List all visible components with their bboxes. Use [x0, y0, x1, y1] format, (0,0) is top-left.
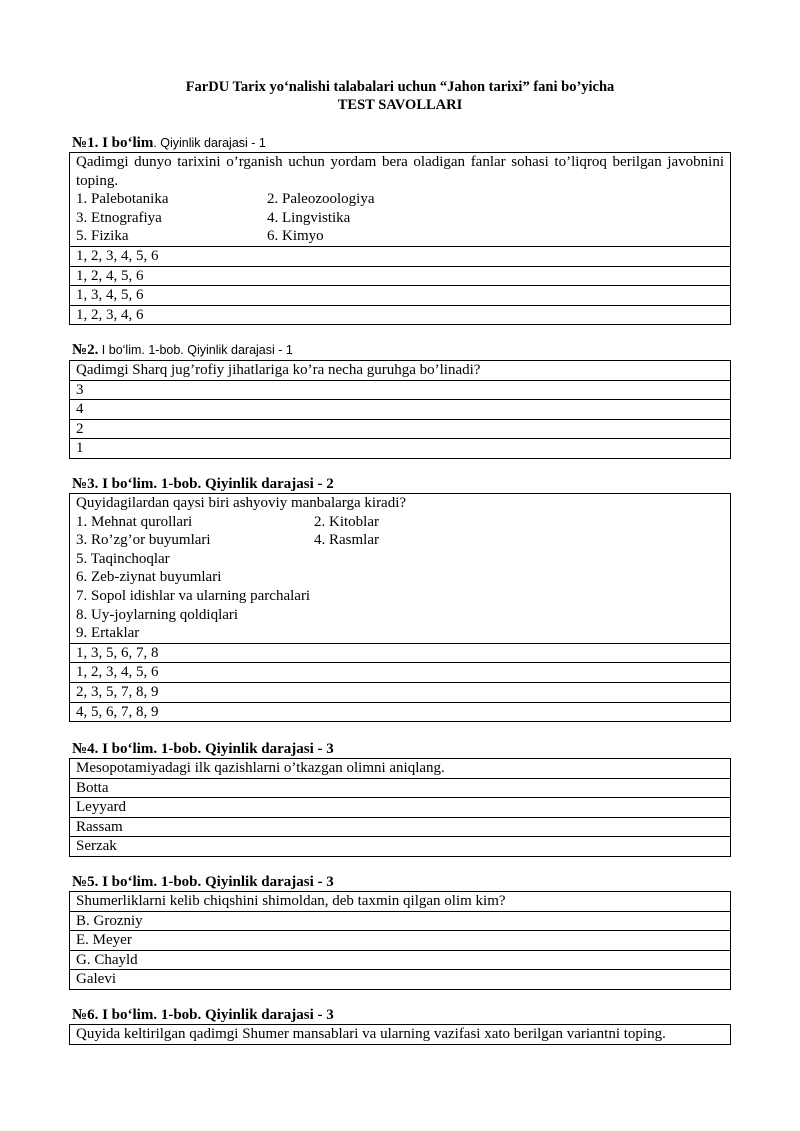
question-4-stem: Mesopotamiyadagi ilk qazishlarni o’tkazgan olimni aniqlang.: [70, 759, 731, 779]
answer-row[interactable]: [70, 682, 731, 702]
question-6-stem: Quyida keltirilgan qadimgi Shumer mansablari va ularning vazifasi xato berilgan variantni toping.: [70, 1025, 731, 1045]
question-4-heading: №4. I bo‘lim. 1-bob. Qiyinlik darajasi - 3: [72, 741, 334, 757]
answer-cell[interactable]: 4: [70, 400, 731, 420]
answer-row[interactable]: [70, 837, 731, 857]
answer-row[interactable]: [70, 380, 731, 400]
question-3-option: 2. Kitoblar: [314, 513, 379, 530]
answer-cell[interactable]: 2, 3, 5, 7, 8, 9: [70, 682, 731, 702]
answer-cell[interactable]: 3: [70, 380, 731, 400]
answer-cell[interactable]: 1, 2, 3, 4, 5, 6: [70, 663, 731, 683]
answer-cell[interactable]: Rassam: [70, 817, 731, 837]
answer-row[interactable]: [70, 778, 731, 798]
answer-row[interactable]: [70, 246, 731, 266]
document-subtitle: TEST SAVOLLARI: [337, 97, 463, 113]
answer-cell[interactable]: E. Meyer: [70, 931, 731, 951]
question-1-option: 2. Paleozoologiya: [267, 191, 375, 208]
question-1-stem-row: [70, 153, 731, 247]
question-5-heading: №5. I bo‘lim. 1-bob. Qiyinlik darajasi - 3: [72, 874, 334, 890]
question-6-heading: №6. I bo‘lim. 1-bob. Qiyinlik darajasi - 3: [72, 1007, 334, 1023]
question-2-heading: [72, 341, 293, 359]
question-1-option: 5. Fizika: [76, 228, 129, 245]
answer-row[interactable]: [70, 798, 731, 818]
answer-row[interactable]: [70, 931, 731, 951]
question-4-table: [69, 758, 731, 857]
answer-cell[interactable]: 1: [70, 439, 731, 459]
document-title: FarDU Tarix yo‘nalishi talabalari uchun “Jahon tarixi” fani bo’yicha: [185, 79, 615, 95]
question-2-heading-level: I bo‘lim. 1-bob. Qiyinlik darajasi - 1: [98, 343, 293, 357]
answer-cell[interactable]: 1, 2, 3, 4, 6: [70, 305, 731, 325]
question-1-option: 6. Kimyo: [267, 228, 324, 245]
answer-row[interactable]: [70, 419, 731, 439]
answer-row[interactable]: [70, 911, 731, 931]
answer-cell[interactable]: 4, 5, 6, 7, 8, 9: [70, 702, 731, 722]
question-5-table: [69, 891, 731, 990]
answer-cell[interactable]: Leyyard: [70, 798, 731, 818]
answer-cell[interactable]: Galevi: [70, 970, 731, 990]
question-1-heading: [72, 134, 266, 152]
question-1-heading-level: . Qiyinlik darajasi - 1: [153, 136, 266, 150]
answer-row[interactable]: [70, 663, 731, 683]
answer-cell[interactable]: Botta: [70, 778, 731, 798]
question-3-option-line: 9. Ertaklar: [76, 625, 140, 642]
answer-row[interactable]: [70, 817, 731, 837]
question-6-table: [69, 1024, 731, 1045]
answer-cell[interactable]: G. Chayld: [70, 950, 731, 970]
question-1-stem-cell: [70, 153, 731, 247]
question-3-option-line: 6. Zeb-ziynat buyumlari: [76, 569, 222, 586]
question-3-option: 1. Mehnat qurollari: [76, 513, 193, 530]
question-3-stem-cell: [70, 494, 731, 644]
question-6-stem-row: [70, 1025, 731, 1045]
question-1-option: 3. Etnografiya: [76, 209, 162, 226]
question-1-stem: Qadimgi dunyo tarixini o’rganish uchun yordam bera oladigan fanlar sohasi to’liqroq berilgan javobnini toping.: [76, 154, 724, 189]
question-3-option-line: [76, 513, 724, 532]
question-1-table: [69, 152, 731, 325]
question-3-option-line: 8. Uy-joylarning qoldiqlari: [76, 606, 239, 623]
answer-row[interactable]: [70, 305, 731, 325]
question-5-stem: Shumerliklarni kelib chiqshini shimoldan, deb taxmin qilgan olim kim?: [70, 892, 731, 912]
question-3-heading: №3. I bo‘lim. 1-bob. Qiyinlik darajasi - 2: [72, 476, 334, 492]
answer-row[interactable]: [70, 286, 731, 306]
answer-row[interactable]: [70, 702, 731, 722]
question-2-stem-row: [70, 361, 731, 381]
answer-cell[interactable]: 1, 2, 4, 5, 6: [70, 266, 731, 286]
question-3-option: 3. Ro’zg’or buyumlari: [76, 532, 211, 549]
question-1-option-line: [76, 190, 724, 209]
question-5-stem-row: [70, 892, 731, 912]
answer-cell[interactable]: Serzak: [70, 837, 731, 857]
answer-row[interactable]: [70, 950, 731, 970]
question-3-option-line: 7. Sopol idishlar va ularning parchalari: [76, 587, 311, 604]
answer-row[interactable]: [70, 266, 731, 286]
answer-cell[interactable]: 1, 3, 5, 6, 7, 8: [70, 643, 731, 663]
answer-row[interactable]: [70, 643, 731, 663]
question-1-option-line: [76, 209, 724, 228]
question-1-option-line: [76, 227, 724, 246]
question-3-stem: Quyidagilardan qaysi biri ashyoviy manbalarga kiradi?: [76, 495, 407, 511]
question-1-heading-bold: №1. I bo‘lim: [72, 135, 154, 151]
question-2-heading-bold: №2.: [72, 342, 99, 358]
answer-row[interactable]: [70, 439, 731, 459]
answer-row[interactable]: [70, 970, 731, 990]
question-4-stem-row: [70, 759, 731, 779]
answer-row[interactable]: [70, 400, 731, 420]
question-3-table: [69, 493, 731, 722]
question-1-option: 1. Palebotanika: [76, 191, 169, 208]
answer-cell[interactable]: 1, 2, 3, 4, 5, 6: [70, 246, 731, 266]
answer-cell[interactable]: 1, 3, 4, 5, 6: [70, 286, 731, 306]
question-3-stem-row: [70, 494, 731, 644]
question-2-stem: Qadimgi Sharq jug’rofiy jihatlariga ko’ra necha guruhga bo’linadi?: [70, 361, 731, 381]
question-3-option-line: [76, 531, 724, 550]
question-2-table: [69, 360, 731, 459]
answer-cell[interactable]: B. Grozniy: [70, 911, 731, 931]
question-1-option: 4. Lingvistika: [267, 209, 351, 226]
question-3-option-line: 5. Taqinchoqlar: [76, 550, 170, 567]
question-3-option: 4. Rasmlar: [314, 532, 379, 549]
answer-cell[interactable]: 2: [70, 419, 731, 439]
